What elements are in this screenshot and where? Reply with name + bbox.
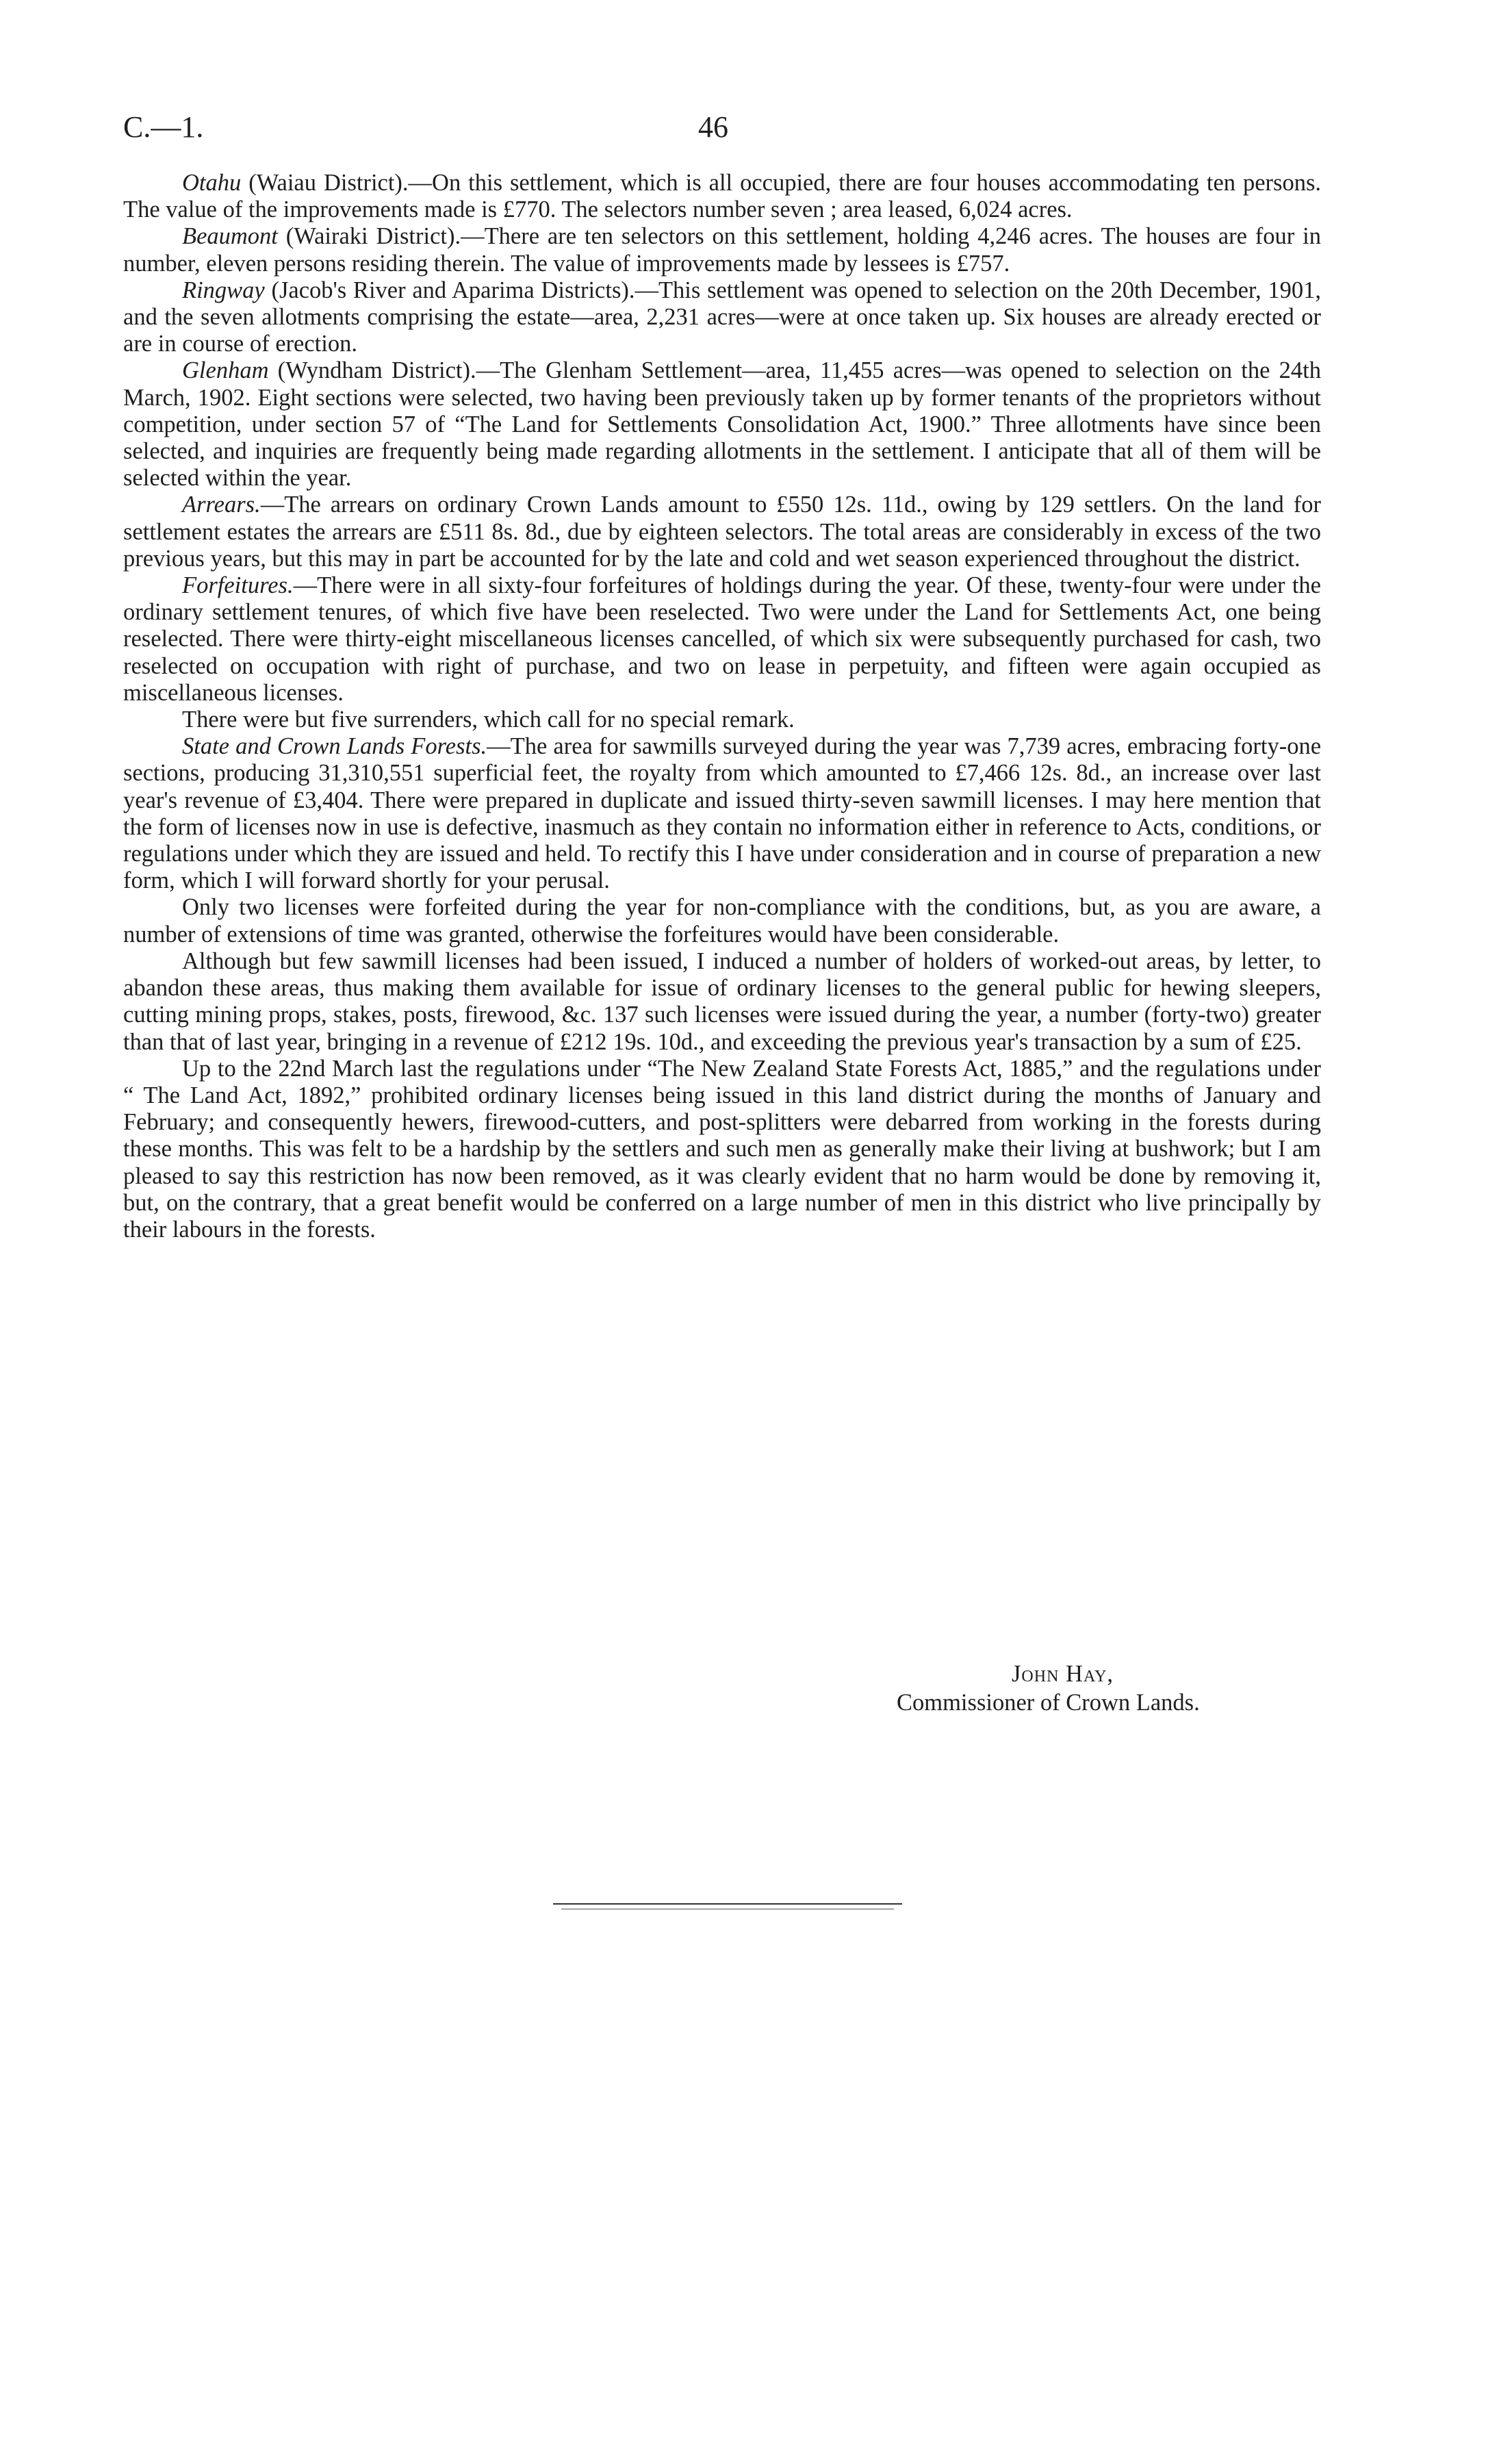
paragraph-lead: Glenham	[182, 357, 269, 384]
page-number: 46	[698, 110, 728, 144]
paragraph-lead: Arrears.	[182, 492, 261, 518]
paragraph-text: There were but five surrenders, which call for no special remark.	[182, 707, 795, 733]
paragraph-text: —There were in all sixty-four forfeitures of holdings during the year. Of these, twenty-four were under the ordinary settlement tenures, of which five have been reselected. Two were under the Land for Settlements Act, one being reselected. There were thirty-eight miscellaneous licenses cancelled, of which six were subsequently purchased for cash, two reselected on occupation with right of purchase, and two on lease in perpetuity, and fifteen were again occupied as miscellaneous licenses.	[123, 572, 1321, 706]
paragraph-glenham	[123, 357, 1321, 492]
paragraph-text: —The area for sawmills surveyed during the year was 7,739 acres, embracing forty-one sections, producing 31,310,551 superficial feet, the royalty from which amounted to £7,466 12s. 8d., an increase over last year's revenue of £3,404. There were prepared in duplicate and issued thirty-seven sawmill licenses. I may here mention that the form of licenses now in use is defective, inasmuch as they contain no information either in reference to Acts, conditions, or regulations under which they are issued and held. To rectify this I have under consideration and in course of preparation a new form, which I will forward shortly for your perusal.	[123, 733, 1322, 894]
paragraph-lead: Beaumont	[182, 223, 278, 250]
paragraph-text: Up to the 22nd March last the regulations under “The New Zealand State Forests Act, 1885,” and the regulations under “ The Land Act, 1892,” prohibited ordinary licenses being issued in this land district during the months of January and February; and consequently hewers, firewood-cutters, and post-splitters were debarred from working in the forests during these months. This was felt to be a hardship by the settlers and such men as generally make their living at bushwork; but I am pleased to say this restriction has now been removed, as it was clearly evident that no harm would be done by removing it, but, on the contrary, that a great benefit would be conferred on a large number of men in this district who live principally by their labours in the forests.	[123, 1055, 1321, 1243]
paragraph-ringway	[123, 277, 1321, 358]
paragraph-text: (Jacob's River and Aparima Districts).—This settlement was opened to selection on the 20th December, 1901, and the seven allotments comprising the estate—area, 2,231 acres—were at once taken up. Six houses are already erected or are in course of erection.	[123, 277, 1321, 357]
paragraph-lead: State and Crown Lands Forests.	[182, 733, 487, 760]
signatory-name: John Hay,	[1012, 1661, 1114, 1687]
paragraph-sawmill-licenses	[123, 948, 1321, 1056]
paragraph-beaumont	[123, 223, 1321, 277]
paragraph-forests	[123, 733, 1321, 894]
report-body	[123, 170, 1321, 1243]
paragraph-forfeited-licenses	[123, 894, 1321, 947]
paragraph-lead: Otahu	[182, 170, 242, 196]
signatory-title: Commissioner of Crown Lands.	[897, 1690, 1200, 1716]
paragraph-text: Only two licenses were forfeited during the year for non-compliance with the conditions, but, as you are aware, a number of extensions of time was granted, otherwise the forfeitures would have been considerable.	[123, 894, 1321, 947]
paragraph-text: (Wairaki District).—There are ten selectors on this settlement, holding 4,246 acres. The houses are four in number, eleven persons residing therein. The value of improvements made by lessees is £757.	[123, 223, 1321, 277]
paragraph-text: Although but few sawmill licenses had been issued, I induced a number of holders of worked-out areas, by letter, to abandon these areas, thus making them available for issue of ordinary licenses to the general public for hewing sleepers, cutting mining props, stakes, posts, firewood, &c. 137 such licenses were issued during the year, a number (forty-two) greater than that of last year, bringing in a revenue of £212 19s. 10d., and exceeding the previous year's transaction by a sum of £25.	[123, 947, 1321, 1055]
paragraph-text: —The arrears on ordinary Crown Lands amount to £550 12s. 11d., owing by 129 settlers. On the land for settlement estates the arrears are £511 8s. 8d., due by eighteen selectors. The total areas are considerably in excess of the two previous years, but this may in part be accounted for by the late and cold and wet season experienced throughout the district.	[123, 492, 1321, 572]
closing-rule	[553, 1903, 902, 1905]
paragraph-otahu	[123, 170, 1321, 223]
paragraph-forfeitures	[123, 572, 1321, 707]
paragraph-regulations	[123, 1056, 1321, 1243]
document-reference: C.—1.	[123, 110, 204, 144]
paragraph-lead: Forfeitures.	[182, 572, 294, 599]
paragraph-arrears	[123, 492, 1321, 572]
page-header	[123, 110, 1328, 151]
paragraph-surrenders	[123, 707, 1321, 733]
paragraph-lead: Ringway	[182, 277, 265, 303]
paragraph-text: (Waiau District).—On this settlement, which is all occupied, there are four houses accommodating ten persons. The value of the improvements made is £770. The selectors number seven ; area leased, 6,024 acres.	[123, 170, 1321, 223]
paragraph-text: (Wyndham District).—The Glenham Settlement—area, 11,455 acres—was opened to selection on the 24th March, 1902. Eight sections were selected, two having been previously taken up by former tenants of the proprietors without competition, under section 57 of “The Land for Settlements Consolidation Act, 1900.” Three allotments have since been selected, and inquiries are frequently being made regarding allotments in the settlement. I anticipate that all of them will be selected within the year.	[123, 357, 1321, 492]
